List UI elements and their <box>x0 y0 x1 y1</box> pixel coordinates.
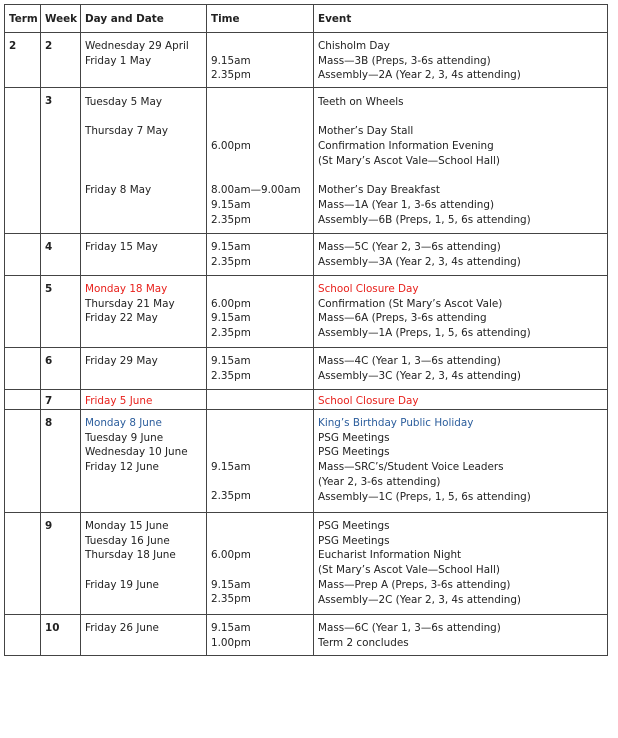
event-line: Mass—4C (Year 1, 3—6s attending) <box>318 355 501 367</box>
time-line: 6.00pm <box>211 140 251 153</box>
time-line: 9.15am <box>211 54 251 67</box>
week-number: 7 <box>45 395 53 407</box>
time-line <box>211 475 309 490</box>
time-line: 9.15am <box>211 198 251 211</box>
week-number: 6 <box>45 355 53 367</box>
date-cell <box>81 88 207 234</box>
holiday-date: Monday 8 June <box>85 417 162 429</box>
date-line: Wednesday 10 June <box>85 446 188 459</box>
date-line: Thursday 7 May <box>85 125 169 138</box>
event-line: Mother’s Day Stall <box>318 125 414 138</box>
time-line: 8.00am—9.00am <box>211 184 301 197</box>
time-line: 9.15am <box>211 461 251 474</box>
table-row-week-2 <box>5 33 608 88</box>
week-number: 5 <box>45 283 53 295</box>
event-line: Assembly—6B (Preps, 1, 5, 6s attending) <box>318 213 531 226</box>
week-cell <box>41 390 81 410</box>
week-cell <box>41 88 81 234</box>
header-row <box>5 5 608 33</box>
time-line <box>211 563 309 578</box>
term-cell <box>5 234 41 276</box>
time-line: 9.15am <box>211 578 251 591</box>
event-line: (Year 2, 3-6s attending) <box>318 475 441 488</box>
event-line: Mass—Prep A (Preps, 3-6s attending) <box>318 578 511 591</box>
event-cell <box>314 410 608 513</box>
week-number: 3 <box>45 95 53 107</box>
event-line <box>318 169 603 184</box>
date-cell <box>81 513 207 615</box>
date-line: Friday 22 May <box>85 312 158 325</box>
event-line <box>318 110 603 125</box>
week-number: 10 <box>45 622 60 634</box>
table-row-week-3 <box>5 88 608 234</box>
time-line <box>211 95 309 110</box>
term-cell <box>5 276 41 348</box>
term-cell <box>5 33 41 88</box>
event-line: Assembly—1A (Preps, 1, 5, 6s attending) <box>318 327 531 340</box>
week-cell <box>41 33 81 88</box>
event-cell <box>314 33 608 88</box>
time-line <box>211 534 309 549</box>
time-line: 9.15am <box>211 241 251 253</box>
table-row-week-9 <box>5 513 608 615</box>
event-cell <box>314 390 608 410</box>
time-line: 9.15am <box>211 622 251 634</box>
time-line <box>211 282 309 297</box>
header-day-date: Day and Date <box>81 5 207 33</box>
time-cell <box>207 348 314 390</box>
event-line: Teeth on Wheels <box>318 96 404 108</box>
event-line: Assembly—1C (Preps, 1, 5, 6s attending) <box>318 490 531 503</box>
term-cell <box>5 410 41 513</box>
header-event: Event <box>314 5 608 33</box>
time-line <box>211 154 309 169</box>
week-number: 2 <box>45 40 53 52</box>
time-cell <box>207 513 314 615</box>
date-line: Friday 19 June <box>85 578 159 591</box>
event-line: Eucharist Information Night <box>318 549 462 562</box>
term-cell <box>5 348 41 390</box>
time-cell <box>207 234 314 276</box>
table-row-week-4 <box>5 234 608 276</box>
date-line: Friday 29 May <box>85 355 158 367</box>
event-line: Mass—SRC’s/Student Voice Leaders <box>318 461 504 474</box>
week-number: 8 <box>45 417 53 429</box>
date-cell <box>81 33 207 88</box>
event-line: Assembly—3C (Year 2, 3, 4s attending) <box>318 369 521 382</box>
table-row-week-7 <box>5 390 608 410</box>
date-cell <box>81 410 207 513</box>
date-line <box>85 168 202 183</box>
time-line <box>211 431 309 446</box>
time-line <box>211 168 309 183</box>
date-line: Friday 8 May <box>85 184 152 197</box>
event-line: PSG Meetings <box>318 446 390 459</box>
date-line: Thursday 21 May <box>85 297 175 310</box>
event-line: PSG Meetings <box>318 520 390 532</box>
time-line: 1.00pm <box>211 636 251 649</box>
week-cell <box>41 410 81 513</box>
date-cell <box>81 615 207 656</box>
event-cell <box>314 615 608 656</box>
time-line: 6.00pm <box>211 297 251 310</box>
table-row-week-5 <box>5 276 608 348</box>
event-line: Confirmation Information Evening <box>318 140 494 153</box>
time-line <box>211 124 309 139</box>
event-line: Assembly—2C (Year 2, 3, 4s attending) <box>318 593 521 606</box>
event-cell <box>314 348 608 390</box>
week-cell <box>41 513 81 615</box>
event-cell <box>314 276 608 348</box>
term-number: 2 <box>9 40 17 52</box>
week-number: 9 <box>45 520 53 532</box>
week-cell <box>41 348 81 390</box>
week-cell <box>41 276 81 348</box>
time-line <box>211 519 309 534</box>
time-line: 9.15am <box>211 355 251 367</box>
time-line: 6.00pm <box>211 549 251 562</box>
time-line: 2.35pm <box>211 490 251 503</box>
time-line: 2.35pm <box>211 255 251 268</box>
date-line: Thursday 18 June <box>85 549 176 562</box>
event-line: Mass—3B (Preps, 3-6s attending) <box>318 54 491 67</box>
time-line: 2.35pm <box>211 593 251 606</box>
table-row-week-8 <box>5 410 608 513</box>
time-line: 2.35pm <box>211 327 251 340</box>
event-line: Mass—1A (Year 1, 3-6s attending) <box>318 198 495 211</box>
week-number: 4 <box>45 241 53 253</box>
table-row-week-10 <box>5 615 608 656</box>
event-line: PSG Meetings <box>318 431 390 444</box>
date-line: Friday 26 June <box>85 622 159 634</box>
event-cell <box>314 88 608 234</box>
time-cell <box>207 88 314 234</box>
term-cell <box>5 513 41 615</box>
time-line <box>211 445 309 460</box>
week-cell <box>41 615 81 656</box>
event-cell <box>314 513 608 615</box>
time-cell <box>207 615 314 656</box>
time-cell <box>207 276 314 348</box>
time-line: 2.35pm <box>211 69 251 82</box>
header-week: Week <box>41 5 81 33</box>
date-cell <box>81 390 207 410</box>
event-line: Mass—6A (Preps, 3-6s attending <box>318 312 487 325</box>
event-cell <box>314 234 608 276</box>
header-time: Time <box>207 5 314 33</box>
date-line <box>85 563 202 578</box>
time-line: 2.35pm <box>211 213 251 226</box>
event-line: Assembly—2A (Year 2, 3, 4s attending) <box>318 69 521 82</box>
term-cell <box>5 390 41 410</box>
date-line <box>85 110 202 125</box>
time-line: 2.35pm <box>211 369 251 382</box>
event-line: Term 2 concludes <box>318 636 409 649</box>
closure-date: Monday 18 May <box>85 283 168 295</box>
event-line: Mass—6C (Year 1, 3—6s attending) <box>318 622 501 634</box>
week-cell <box>41 234 81 276</box>
date-line: Friday 15 May <box>85 241 158 253</box>
holiday-event: King’s Birthday Public Holiday <box>318 417 474 429</box>
event-line: (St Mary’s Ascot Vale—School Hall) <box>318 154 500 167</box>
date-line <box>85 139 202 154</box>
date-line: Tuesday 5 May <box>85 96 162 108</box>
date-line: Wednesday 29 April <box>85 40 189 52</box>
time-line <box>211 416 309 431</box>
date-line: Monday 15 June <box>85 520 169 532</box>
date-cell <box>81 234 207 276</box>
term-cell <box>5 615 41 656</box>
time-cell <box>207 33 314 88</box>
closure-event: School Closure Day <box>318 283 419 295</box>
time-line: 9.15am <box>211 312 251 325</box>
event-line: PSG Meetings <box>318 534 390 547</box>
closure-event: School Closure Day <box>318 395 419 407</box>
date-cell <box>81 348 207 390</box>
closure-date: Friday 5 June <box>85 395 153 407</box>
event-line: Assembly—3A (Year 2, 3, 4s attending) <box>318 255 521 268</box>
header-term: Term <box>5 5 41 33</box>
term-cell <box>5 88 41 234</box>
table-row-week-6 <box>5 348 608 390</box>
event-line: Mother’s Day Breakfast <box>318 184 440 197</box>
time-line <box>211 110 309 125</box>
event-line: Mass—5C (Year 2, 3—6s attending) <box>318 241 501 253</box>
time-cell <box>207 410 314 513</box>
date-line: Tuesday 16 June <box>85 534 170 547</box>
event-line: (St Mary’s Ascot Vale—School Hall) <box>318 564 500 577</box>
time-cell <box>207 390 314 410</box>
date-line: Tuesday 9 June <box>85 431 164 444</box>
date-cell <box>81 276 207 348</box>
event-line: Chisholm Day <box>318 40 390 52</box>
time-line <box>211 39 309 54</box>
event-line: Confirmation (St Mary’s Ascot Vale) <box>318 297 503 310</box>
date-line: Friday 12 June <box>85 461 159 474</box>
date-line <box>85 154 202 169</box>
date-line: Friday 1 May <box>85 54 152 67</box>
term-calendar-table <box>4 4 608 656</box>
